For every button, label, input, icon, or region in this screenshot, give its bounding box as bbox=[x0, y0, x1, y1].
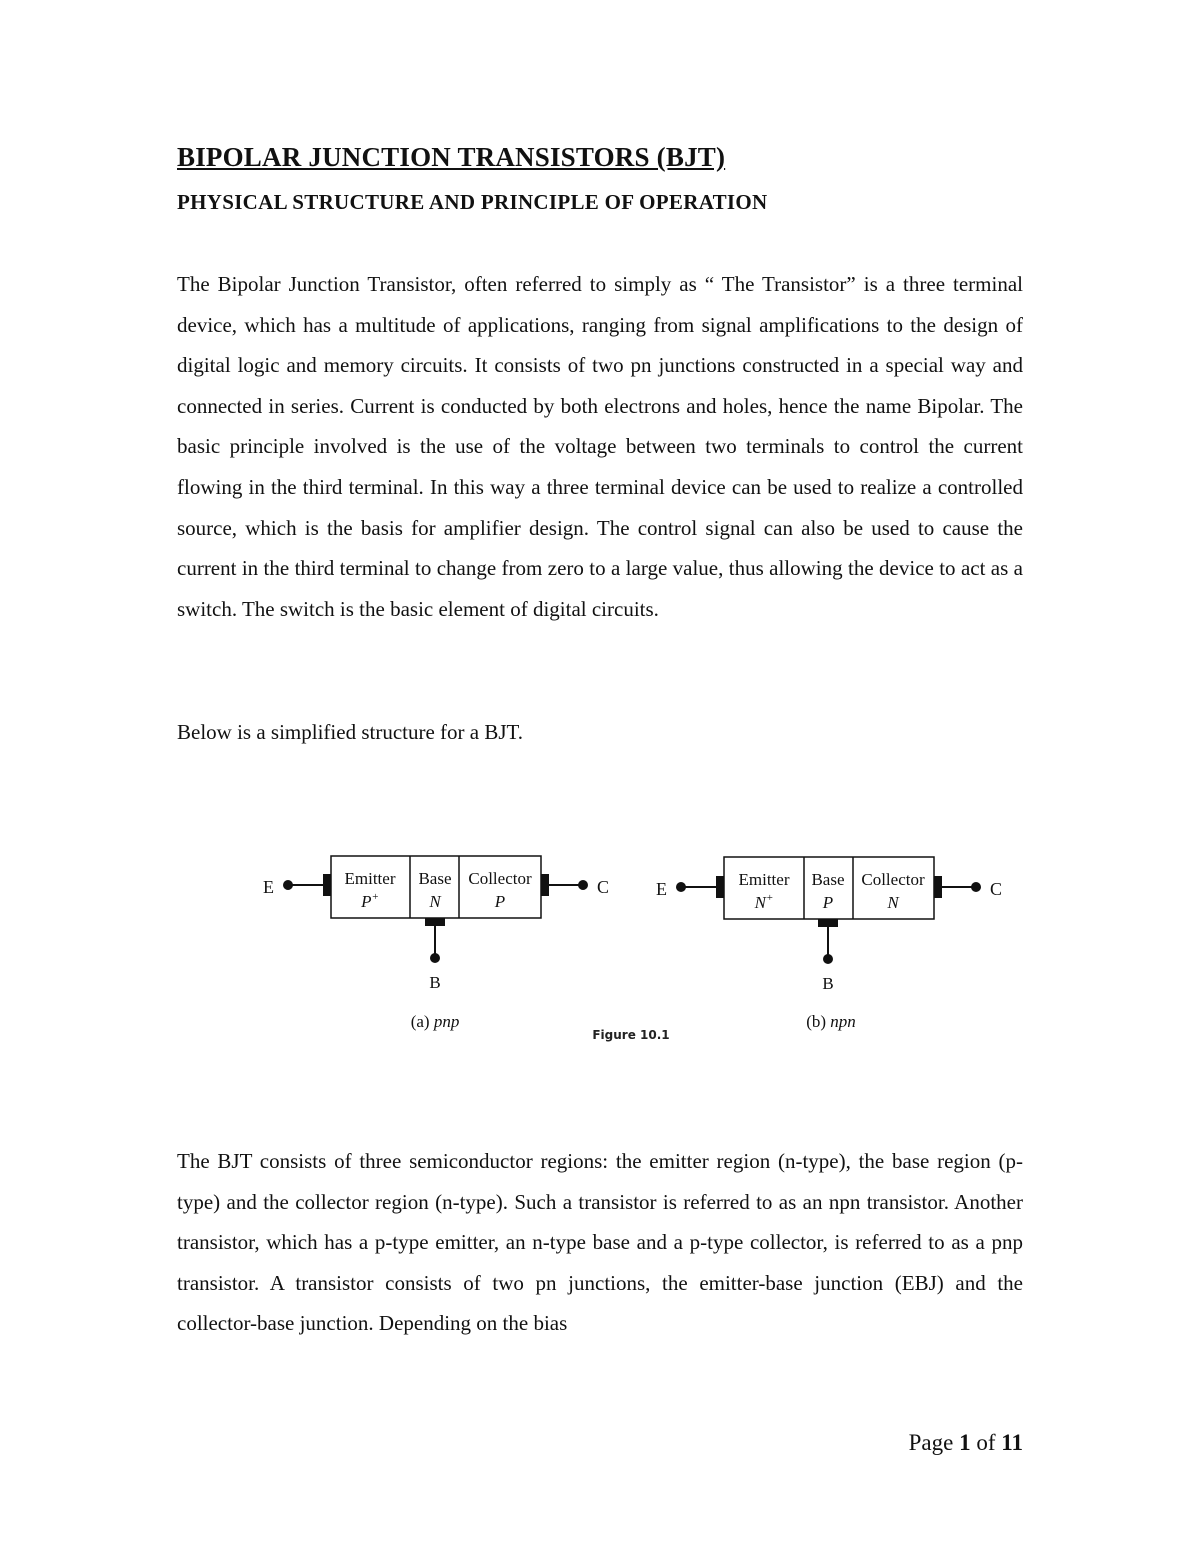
npn-terminal-c-label: C bbox=[990, 879, 1003, 899]
npn-transistor-diagram bbox=[656, 857, 1002, 1031]
npn-emitter-contact bbox=[716, 876, 724, 898]
pnp-collector-contact bbox=[541, 874, 549, 896]
bjt-structure-diagram bbox=[255, 845, 1055, 1055]
npn-base-terminal-dot bbox=[823, 954, 833, 964]
npn-collector-type: N bbox=[887, 893, 899, 912]
pnp-base-terminal-dot bbox=[430, 953, 440, 963]
pnp-terminal-e-label: E bbox=[263, 877, 274, 897]
page-number-footer bbox=[909, 1430, 1023, 1456]
pnp-emitter-label: Emitter bbox=[344, 869, 396, 888]
npn-base-label: Base bbox=[811, 870, 845, 889]
npn-collector-label: Collector bbox=[861, 870, 925, 889]
pnp-base-type: N bbox=[429, 892, 441, 911]
pnp-collector-type: P bbox=[494, 892, 506, 911]
pnp-base-label: Base bbox=[418, 869, 452, 888]
footer-page-prefix: Page bbox=[908, 1430, 960, 1455]
paragraph-regions: The BJT consists of three semiconductor regions: the emitter region (n-type), the base region (p-type) and the collector region (n-type). Such a transistor is referred to as an npn transistor. Another transistor, which has a p-type emitter, an n-type base and a p-type collector, is referred to as a pnp transistor. A transistor consists of two pn junctions, the emitter-base junction (EBJ) and the collector-base junction. Depending on the bias bbox=[177, 1149, 1023, 1336]
paragraph-structure-lead: Below is a simplified structure for a BJT. bbox=[177, 720, 524, 744]
npn-emitter-type: N+ bbox=[754, 892, 774, 912]
pnp-collector-terminal-dot bbox=[578, 880, 588, 890]
pnp-caption: (a) pnp bbox=[410, 1012, 460, 1031]
npn-collector-contact bbox=[934, 876, 942, 898]
npn-base-contact bbox=[818, 919, 838, 927]
pnp-emitter-type: P+ bbox=[361, 891, 379, 911]
paragraph-intro: The Bipolar Junction Transistor, often referred to simply as “ The Transistor” is a three terminal device, which has a multitude of applications, ranging from signal amplifications to the design of digital logic and memory circuits. It consists of two pn junctions constructed in a special way and connected in series. Current is conducted by both electrons and holes, hence the name Bipolar. The basic principle involved is the use of the voltage between two terminals to control the current flowing in the third terminal. In this way a three terminal device can be used to realize a controlled source, which is the basis for amplifier design. The control signal can also be used to cause the current in the third terminal to change from zero to a large value, thus allowing the device to act as a switch. The switch is the basic element of digital circuits. bbox=[177, 272, 1023, 621]
document-title: BIPOLAR JUNCTION TRANSISTORS (BJT) bbox=[177, 142, 726, 172]
pnp-terminal-b-label: B bbox=[429, 973, 441, 992]
section-subtitle: PHYSICAL STRUCTURE AND PRINCIPLE OF OPERATION bbox=[177, 190, 768, 214]
pnp-terminal-c-label: C bbox=[597, 877, 610, 897]
footer-page-of: of bbox=[970, 1430, 1002, 1455]
npn-collector-terminal-dot bbox=[971, 882, 981, 892]
npn-terminal-b-label: B bbox=[822, 974, 834, 993]
npn-terminal-e-label: E bbox=[656, 879, 667, 899]
pnp-emitter-contact bbox=[323, 874, 331, 896]
pnp-collector-label: Collector bbox=[468, 869, 532, 888]
npn-base-type: P bbox=[822, 893, 834, 912]
npn-caption: (b) npn bbox=[806, 1012, 856, 1031]
figure-caption: Figure 10.1 bbox=[592, 1028, 670, 1042]
bjt-structure-figure bbox=[255, 845, 1055, 1055]
pnp-base-contact bbox=[425, 918, 445, 926]
footer-page-number: 1 bbox=[959, 1430, 971, 1455]
npn-emitter-label: Emitter bbox=[738, 870, 790, 889]
footer-page-total: 11 bbox=[1001, 1430, 1023, 1455]
pnp-transistor-diagram bbox=[263, 856, 609, 1031]
